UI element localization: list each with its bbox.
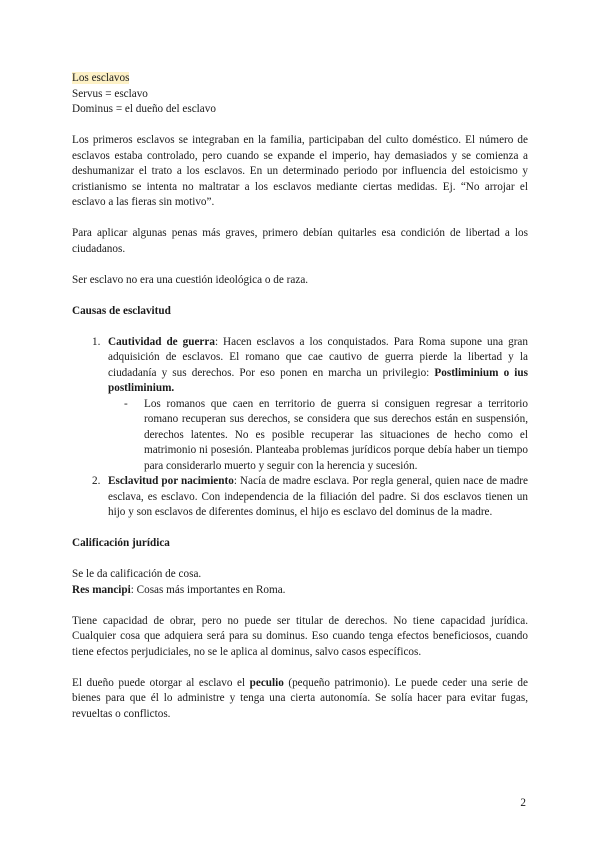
peculio-text-before: El dueño puede otorgar al esclavo el — [72, 676, 250, 689]
highlighted-title: Los esclavos — [72, 72, 130, 84]
list-item — [72, 335, 528, 475]
document-page — [72, 71, 528, 722]
paragraph-intro: Los primeros esclavos se integraban en la familia, participaban del culto doméstico. El número de esclavos estaba controlado, pero cuando se expande el imperio, hay demasiados y se comienza a deshumanizar el trato a los esclavos. En un determinado periodo por influencia del estoicismo y cristianismo se intenta no maltratar a los esclavos mediante ciertas medidas. Ej. “No arrojar el esclavo a las fieras sin motivo”. — [72, 134, 528, 208]
term-cautividad: Cautividad de guerra — [108, 335, 215, 348]
res-mancipi-line — [72, 583, 528, 599]
list-number: 1. — [92, 335, 101, 348]
heading-causas: Causas de esclavitud — [72, 304, 171, 317]
page-number: 2 — [520, 797, 526, 809]
paragraph-penas: Para aplicar algunas penas más graves, primero debían quitarles esa condición de libertad a los ciudadanos. — [72, 227, 528, 255]
term-res-mancipi: Res mancipi — [72, 583, 131, 596]
res-mancipi-text: : Cosas más importantes en Roma. — [130, 583, 286, 596]
list-number: 2. — [92, 475, 101, 487]
paragraph-capacidad: Tiene capacidad de obrar, pero no puede ser titular de derechos. No tiene capacidad jurídica. Cualquier cosa que adquiera será para su dominus. Eso cuando tenga efectos beneficiosos, cuando tiene efectos perjudiciales, no se le aplica al dominus, salvo casos específicos. — [72, 614, 528, 658]
term-nacimiento: Esclavitud por nacimiento — [108, 475, 234, 487]
definition-servus: Servus = esclavo — [72, 87, 148, 100]
item-text: : Nacía de madre esclava. Por regla general, quien nace de madre esclava, es esclavo. Con independencia de la filiación del padre. Si dos esclavos tienen un hijo y son esclavos de diferentes dominus, el hijo es esclavo del dominus de la madre. — [108, 475, 528, 518]
dash-bullet: - — [124, 397, 128, 410]
list-item — [72, 474, 528, 521]
calificacion-line: Se le da calificación de cosa. — [72, 568, 202, 580]
paragraph-raza: Ser esclavo no era una cuestión ideológica o de raza. — [72, 273, 309, 286]
causas-list — [72, 335, 528, 521]
term-postliminium: Postliminium o ius postliminium. — [108, 366, 528, 394]
section-title — [72, 71, 528, 87]
sub-item-text: Los romanos que caen en territorio de guerra si consiguen regresar a territorio romano recuperan sus derechos, se considera que sus derechos están en suspensión, derechos latentes. No es posible recuperar las situaciones de hecho como el matrimonio ni posesión. Planteaba problemas jurídicos porque debía haber un tiempo para considerarlo muerto y seguir con la herencia y sucesión. — [144, 397, 528, 472]
peculio-text-after: (pequeño patrimonio). Le puede ceder una serie de bienes para que él lo administre y tenga una cierta autonomía. Se solía hacer para evitar fugas, revueltas o conflictos. — [72, 676, 528, 720]
item-text: : Hacen esclavos a los conquistados. Para Roma supone una gran adquisición de esclavos. El romano que cae cautivo de guerra pierde la libertad y la ciudadanía y sus derechos. Por eso ponen en marcha un privilegio: — [108, 335, 528, 379]
sub-list-item — [108, 397, 528, 475]
term-peculio: peculio — [249, 676, 284, 689]
sub-list — [108, 397, 528, 475]
definition-dominus: Dominus = el dueño del esclavo — [72, 103, 216, 115]
heading-calificacion: Calificación jurídica — [72, 537, 170, 549]
paragraph-peculio — [72, 676, 528, 723]
